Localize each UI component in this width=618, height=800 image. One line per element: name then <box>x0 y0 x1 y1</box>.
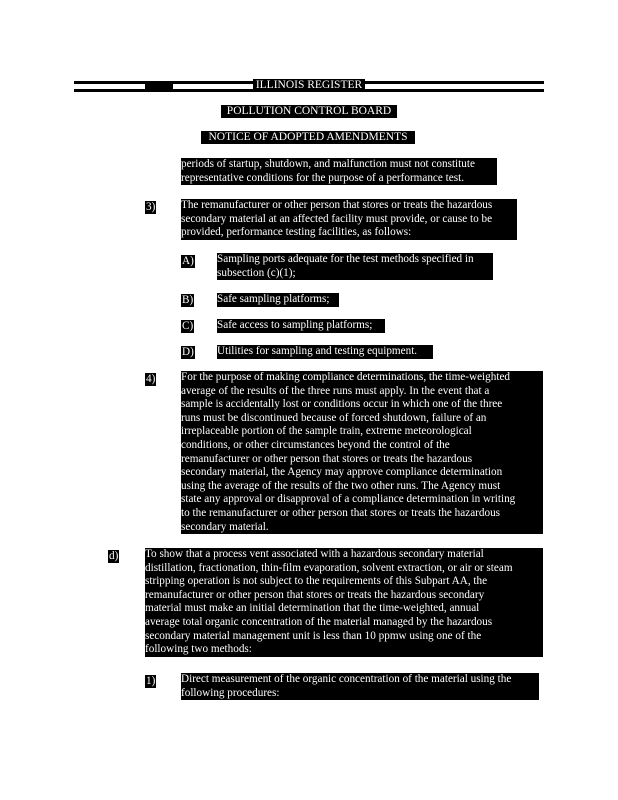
text-line: For the purpose of making compliance determinations, the time-weighted <box>181 371 511 383</box>
text-line: runs must be discontinued because of forced shutdown, failure of an <box>181 411 487 424</box>
item-label-d: D) <box>182 346 194 358</box>
text-line: To show that a process vent associated with a hazardous secondary material <box>145 548 484 560</box>
text-line: Safe sampling platforms; <box>217 293 330 305</box>
paragraph-label-4: 4) <box>146 373 156 385</box>
text-line: secondary material, the Agency may approve compliance determination <box>181 466 503 479</box>
item-label-b: B) <box>182 294 194 306</box>
text-line: remanufacturer or other person that stores or treats the hazardous <box>181 452 473 465</box>
section-label-d: d) <box>109 550 119 562</box>
intro-paragraph <box>181 158 497 185</box>
text-line: subsection (c)(1); <box>217 266 296 279</box>
text-line: Direct measurement of the organic concentration of the material using the <box>181 673 512 685</box>
paragraph-label-1: 1) <box>146 675 156 687</box>
paragraph-1 <box>181 673 539 700</box>
text-line: stripping operation is not subject to the requirements of this Subpart AA, the <box>145 575 488 588</box>
paragraph-4 <box>181 371 543 534</box>
text-line: periods of startup, shutdown, and malfunction must not constitute <box>181 158 475 170</box>
register-title: ILLINOIS REGISTER <box>253 79 365 92</box>
text-line: remanufacturer or other person that stores or treats the hazardous secondary <box>145 588 485 601</box>
text-line: irreplaceable portion of the sample train, extreme meteorological <box>181 425 472 438</box>
text-line: following procedures: <box>181 686 280 699</box>
text-line: Sampling ports adequate for the test methods specified in <box>217 253 474 265</box>
text-line: Safe access to sampling platforms; <box>217 319 373 331</box>
item-label-c: C) <box>182 320 194 332</box>
section-d <box>145 548 543 657</box>
text-line: provided, performance testing facilities, as follows: <box>181 226 412 239</box>
text-line: secondary material. <box>181 520 269 533</box>
item-c <box>217 319 385 333</box>
text-line: conditions, or other circumstances beyond the control of the <box>181 438 450 451</box>
text-line: representative conditions for the purpose of a performance test. <box>181 171 464 184</box>
text-line: to the remanufacturer or other person that stores or treats the hazardous <box>181 506 501 519</box>
text-line: secondary material at an affected facility must provide, or cause to be <box>181 212 493 225</box>
text-line: material must make an initial determination that the time-weighted, annual <box>145 602 480 615</box>
text-line: following two methods: <box>145 643 252 656</box>
notice-title: NOTICE OF ADOPTED AMENDMENTS <box>201 131 415 144</box>
text-line: using the average of the results of the two other runs. The Agency must <box>181 479 501 492</box>
text-line: average total organic concentration of the material managed by the hazardous <box>145 615 493 628</box>
text-line: average of the results of the three runs must apply. In the event that a <box>181 384 490 397</box>
paragraph-3 <box>181 199 517 240</box>
text-line: The remanufacturer or other person that stores or treats the hazardous <box>181 199 493 211</box>
item-b <box>217 293 339 307</box>
item-label-a: A) <box>182 255 194 267</box>
text-line: Utilities for sampling and testing equipment. <box>217 345 418 357</box>
item-d <box>217 345 433 359</box>
page-number-redacted <box>145 83 173 91</box>
text-line: state any approval or disapproval of a compliance determination in writing <box>181 493 516 506</box>
paragraph-label-3: 3) <box>146 201 156 213</box>
item-a <box>217 253 493 280</box>
text-line: secondary material management unit is less than 10 ppmw using one of the <box>145 629 482 642</box>
text-line: sample is accidentally lost or conditions occur in which one of the three <box>181 398 503 411</box>
text-line: distillation, fractionation, thin-film evaporation, solvent extraction, or air or steam <box>145 561 513 574</box>
agency-title: POLLUTION CONTROL BOARD <box>221 105 397 118</box>
